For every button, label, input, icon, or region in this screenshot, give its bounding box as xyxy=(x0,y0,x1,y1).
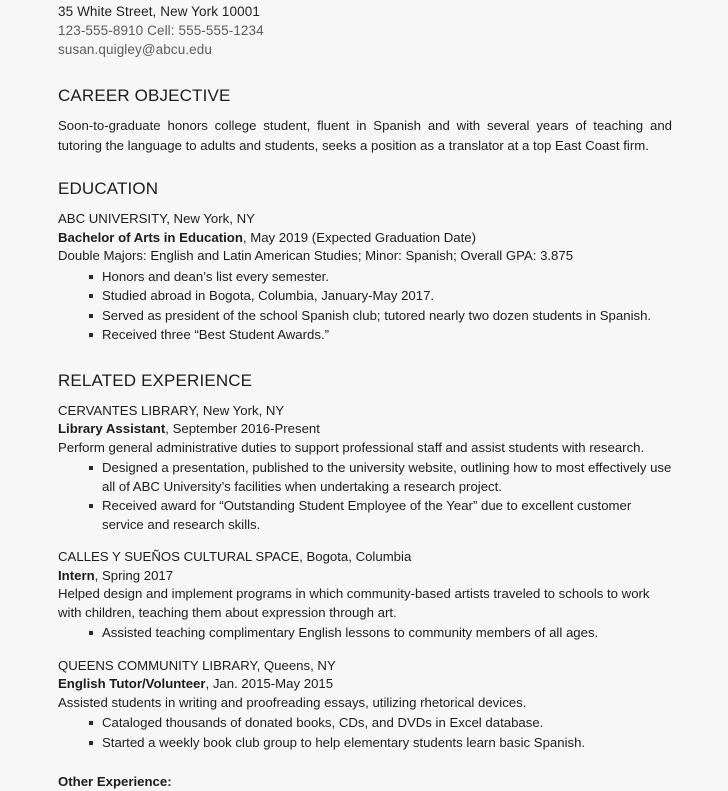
list-item xyxy=(58,459,672,496)
section-heading-other-experience: Other Experience: xyxy=(58,774,172,789)
list-item-text: Cataloged thousands of donated books, CDs, and DVDs in Excel database. xyxy=(102,715,544,730)
contact-header xyxy=(58,0,672,59)
square-bullet-icon xyxy=(89,268,94,273)
list-item xyxy=(58,287,672,306)
experience-employer: CALLES Y SUEÑOS CULTURAL SPACE, Bogota, Columbia xyxy=(58,549,412,564)
experience-dates: , Jan. 2015-May 2015 xyxy=(205,676,334,691)
list-item-text: Served as president of the school Spanish club; tutored nearly two dozen students in Spanish. xyxy=(102,307,652,323)
experience-title: Library Assistant xyxy=(58,421,166,436)
section-heading-career-objective: CAREER OBJECTIVE xyxy=(58,86,231,105)
list-item xyxy=(58,307,672,326)
section-heading-related-experience: RELATED EXPERIENCE xyxy=(58,370,253,390)
experience-description: Helped design and implement programs in which community-based artists traveled to schools to work with children, teaching them about expression through art. xyxy=(58,586,650,620)
experience-bullet-list xyxy=(58,624,672,643)
list-item xyxy=(58,268,672,287)
list-item-text: Studied abroad in Bogota, Columbia, January-May 2017. xyxy=(102,288,435,303)
square-bullet-icon xyxy=(89,734,94,739)
list-item-text: Started a weekly book club group to help elementary students learn basic Spanish. xyxy=(102,734,586,750)
education-bullet-list xyxy=(58,268,672,345)
experience-description: Assisted students in writing and proofreading essays, utilizing rhetorical devices. xyxy=(58,694,527,710)
list-item xyxy=(58,714,672,733)
experience-dates: , Spring 2017 xyxy=(94,567,174,583)
square-bullet-icon xyxy=(89,497,94,502)
experience-title: Intern xyxy=(58,567,95,583)
list-item xyxy=(58,734,672,753)
square-bullet-icon xyxy=(89,307,94,312)
education-degree: Bachelor of Arts in Education xyxy=(58,229,243,245)
experience-description: Perform general administrative duties to support professional staff and assist students with research. xyxy=(58,439,645,455)
education-degree-line xyxy=(58,229,672,248)
list-item-text: Honors and dean’s list every semester. xyxy=(102,268,329,284)
education-majors: Double Majors: English and Latin American Studies; Minor: Spanish; Overall GPA: 3.875 xyxy=(58,248,574,263)
education-degree-detail: , May 2019 (Expected Graduation Date) xyxy=(242,229,476,245)
experience-title: English Tutor/Volunteer xyxy=(58,676,206,691)
list-item xyxy=(58,497,672,534)
list-item xyxy=(58,624,672,643)
square-bullet-icon xyxy=(89,624,94,629)
experience-employer: CERVANTES LIBRARY, New York, NY xyxy=(58,402,285,418)
education-school: ABC UNIVERSITY, New York, NY xyxy=(58,211,255,226)
experience-entry-queens-community-library xyxy=(58,657,672,753)
experience-title-line xyxy=(58,567,672,586)
experience-dates: , September 2016-Present xyxy=(165,421,320,436)
experience-bullet-list xyxy=(58,459,672,534)
resume-content xyxy=(58,0,672,791)
list-item-text: Received award for “Outstanding Student Employee of the Year” due to excellent customer service and research skills. xyxy=(102,498,632,532)
list-item-text: Designed a presentation, published to the university website, outlining how to most effectively use all of ABC University’s facilities when undertaking a research project. xyxy=(102,460,672,494)
square-bullet-icon xyxy=(89,326,94,331)
experience-employer: QUEENS COMMUNITY LIBRARY, Queens, NY xyxy=(58,657,336,673)
section-heading-education: EDUCATION xyxy=(58,179,159,198)
square-bullet-icon xyxy=(89,287,94,292)
education-entry xyxy=(58,210,672,266)
experience-bullet-list xyxy=(58,714,672,752)
list-item-text: Assisted teaching complimentary English lessons to community members of all ages. xyxy=(102,625,599,640)
list-item xyxy=(58,326,672,345)
contact-phone: 123-555-8910 Cell: 555-555-1234 xyxy=(58,23,264,38)
career-objective-paragraph: Soon-to-graduate honors college student, fluent in Spanish and with several years of teaching and tutoring the language to adults and students, seeks a position as a translator at a top East Coast firm. xyxy=(58,118,672,153)
square-bullet-icon xyxy=(89,714,94,719)
experience-entry-cervantes-library xyxy=(58,402,672,535)
list-item-text: Received three “Best Student Awards.” xyxy=(102,327,329,342)
contact-email: susan.quigley@abcu.edu xyxy=(58,42,213,57)
experience-title-line xyxy=(58,675,672,694)
contact-address: 35 White Street, New York 10001 xyxy=(58,4,260,19)
experience-title-line xyxy=(58,420,672,439)
experience-entry-calles-y-suenos xyxy=(58,548,672,643)
square-bullet-icon xyxy=(89,459,94,464)
